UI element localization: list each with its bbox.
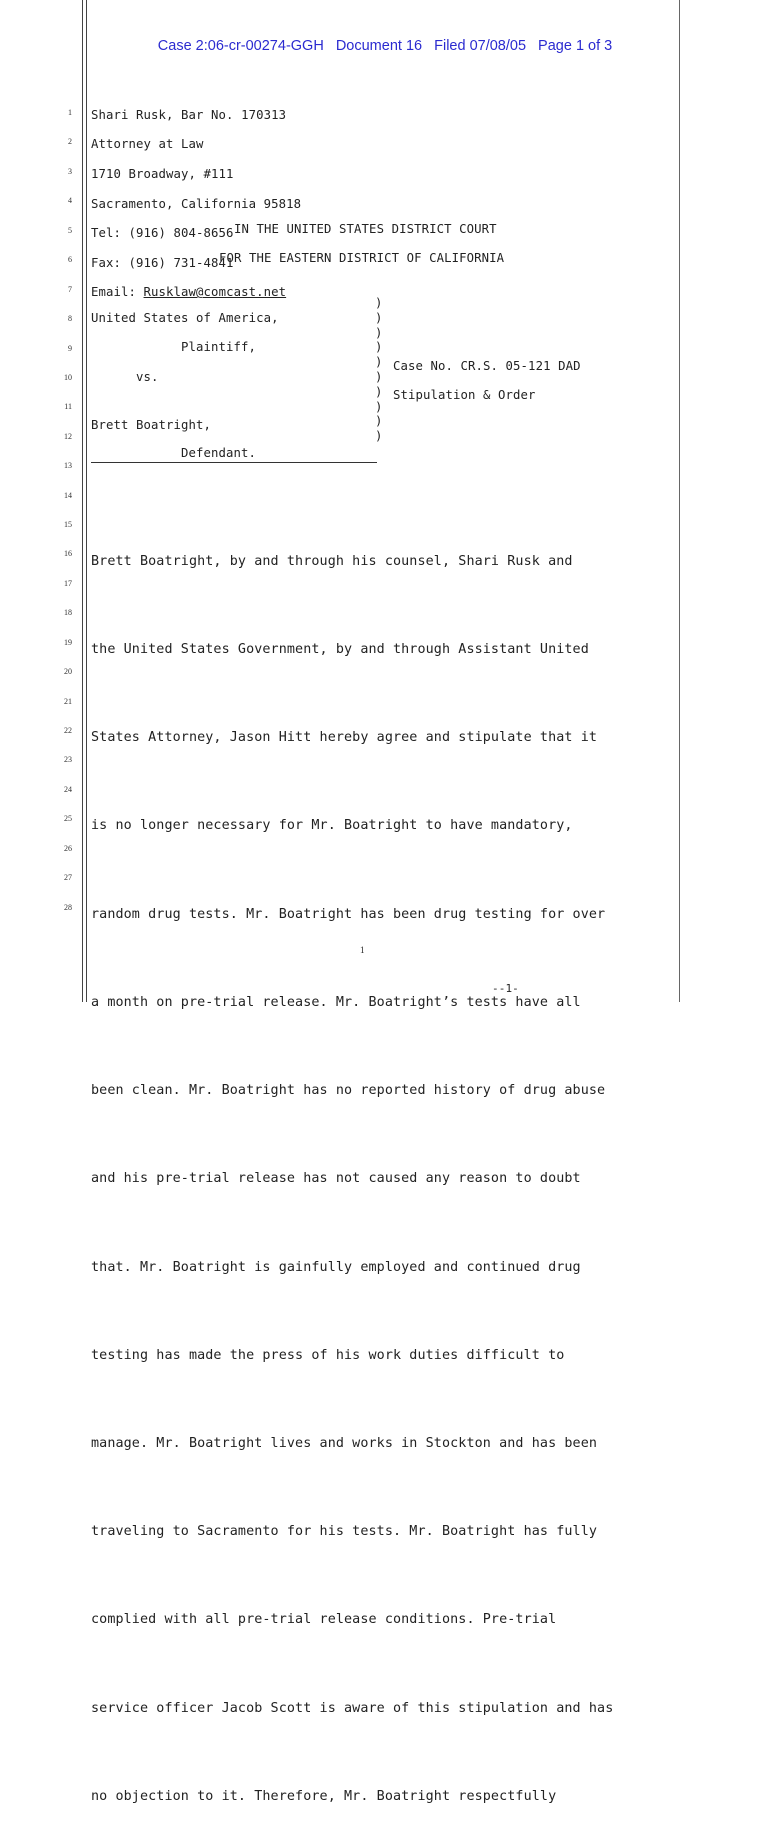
stipulation-body: [91, 488, 676, 1841]
line-number: 7: [68, 285, 72, 294]
left-margin-line-inner: [86, 0, 87, 1002]
body-line: is no longer necessary for Mr. Boatright to have mandatory,: [91, 818, 573, 834]
body-line: States Attorney, Jason Hitt hereby agree and stipulate that it: [91, 730, 598, 746]
left-margin-line-outer: [82, 0, 83, 1002]
line-number: 24: [64, 785, 72, 794]
attorney-city: Sacramento, California 95818: [91, 196, 302, 211]
line-number: 8: [68, 314, 72, 323]
body-line: complied with all pre-trial release conditions. Pre-trial: [91, 1612, 557, 1628]
line-number: 5: [68, 226, 72, 235]
body-line: and his pre-trial release has not caused any reason to doubt: [91, 1171, 581, 1187]
line-number: 19: [64, 638, 72, 647]
attorney-email-line: [91, 285, 301, 300]
attorney-tel: Tel: (916) 804-8656: [91, 226, 234, 241]
filing-header: [0, 38, 770, 54]
attorney-street: 1710 Broadway, #111: [91, 166, 234, 181]
line-number: 18: [64, 608, 72, 617]
line-number: 15: [64, 520, 72, 529]
line-number: 23: [64, 755, 72, 764]
line-number: 14: [64, 491, 72, 500]
document-title: Stipulation & Order: [393, 388, 536, 402]
body-line: service officer Jacob Scott is aware of this stipulation and has: [91, 1700, 614, 1716]
line-number: 25: [64, 814, 72, 823]
body-line: that. Mr. Boatright is gainfully employed and continued drug: [91, 1259, 581, 1275]
line-number: 16: [64, 549, 72, 558]
page-number: 1: [360, 945, 365, 955]
attorney-fax: Fax: (916) 731-4841: [91, 255, 234, 270]
line-number: 28: [64, 903, 72, 912]
line-number: 20: [64, 667, 72, 676]
line-number: 26: [64, 844, 72, 853]
body-line: the United States Government, by and through Assistant United: [91, 642, 589, 658]
court-title-line1: IN THE UNITED STATES DISTRICT COURT: [234, 222, 497, 236]
court-title-line2: FOR THE EASTERN DISTRICT OF CALIFORNIA: [219, 251, 505, 265]
body-line: testing has made the press of his work duties difficult to: [91, 1347, 565, 1363]
line-number: 3: [68, 167, 72, 176]
line-number: 4: [68, 196, 72, 205]
attorney-name-bar: Shari Rusk, Bar No. 170313: [91, 107, 287, 122]
line-number: 27: [64, 873, 72, 882]
header-document: Document 16: [335, 38, 423, 54]
defendant-party: Brett Boatright,: [91, 418, 212, 432]
line-number: 22: [64, 726, 72, 735]
body-line: a month on pre-trial release. Mr. Boatright’s tests have all: [91, 994, 581, 1010]
header-page: Page 1 of 3: [538, 38, 613, 54]
line-number: 12: [64, 432, 72, 441]
plaintiff-party: United States of America,: [91, 311, 279, 325]
body-line: no objection to it. Therefore, Mr. Boatright respectfully: [91, 1788, 557, 1804]
body-line: been clean. Mr. Boatright has no reported history of drug abuse: [91, 1083, 606, 1099]
line-number: 6: [68, 255, 72, 264]
line-number: 1: [68, 108, 72, 117]
email-label: Email:: [91, 285, 144, 300]
attorney-block: [91, 93, 301, 315]
caption-paren-column: ) ) ) ) ) ) ) ) ) ): [375, 296, 383, 444]
header-case: Case 2:06-cr-00274-GGH: [157, 38, 324, 54]
versus-label: vs.: [136, 370, 159, 384]
email-link[interactable]: Rusklaw@comcast.net: [143, 285, 287, 300]
line-number: 13: [64, 461, 72, 470]
footer-page-marker: --1-: [492, 982, 519, 995]
case-number: Case No. CR.S. 05-121 DAD: [393, 359, 581, 373]
line-number: 11: [64, 402, 72, 411]
line-number: 2: [68, 137, 72, 146]
header-filed: Filed 07/08/05: [434, 38, 527, 54]
body-line: random drug tests. Mr. Boatright has been drug testing for over: [91, 906, 606, 922]
plaintiff-role: Plaintiff,: [181, 340, 257, 354]
caption-underline: [91, 462, 377, 463]
defendant-role: Defendant.: [181, 446, 257, 460]
body-line: traveling to Sacramento for his tests. Mr. Boatright has fully: [91, 1524, 598, 1540]
line-number: 17: [64, 579, 72, 588]
line-number: 9: [68, 344, 72, 353]
line-number: 10: [64, 373, 72, 382]
body-line: Brett Boatright, by and through his counsel, Shari Rusk and: [91, 553, 573, 569]
attorney-title: Attorney at Law: [91, 137, 204, 152]
right-margin-line: [679, 0, 680, 1002]
body-line: manage. Mr. Boatright lives and works in Stockton and has been: [91, 1436, 598, 1451]
line-number: 21: [64, 697, 72, 706]
